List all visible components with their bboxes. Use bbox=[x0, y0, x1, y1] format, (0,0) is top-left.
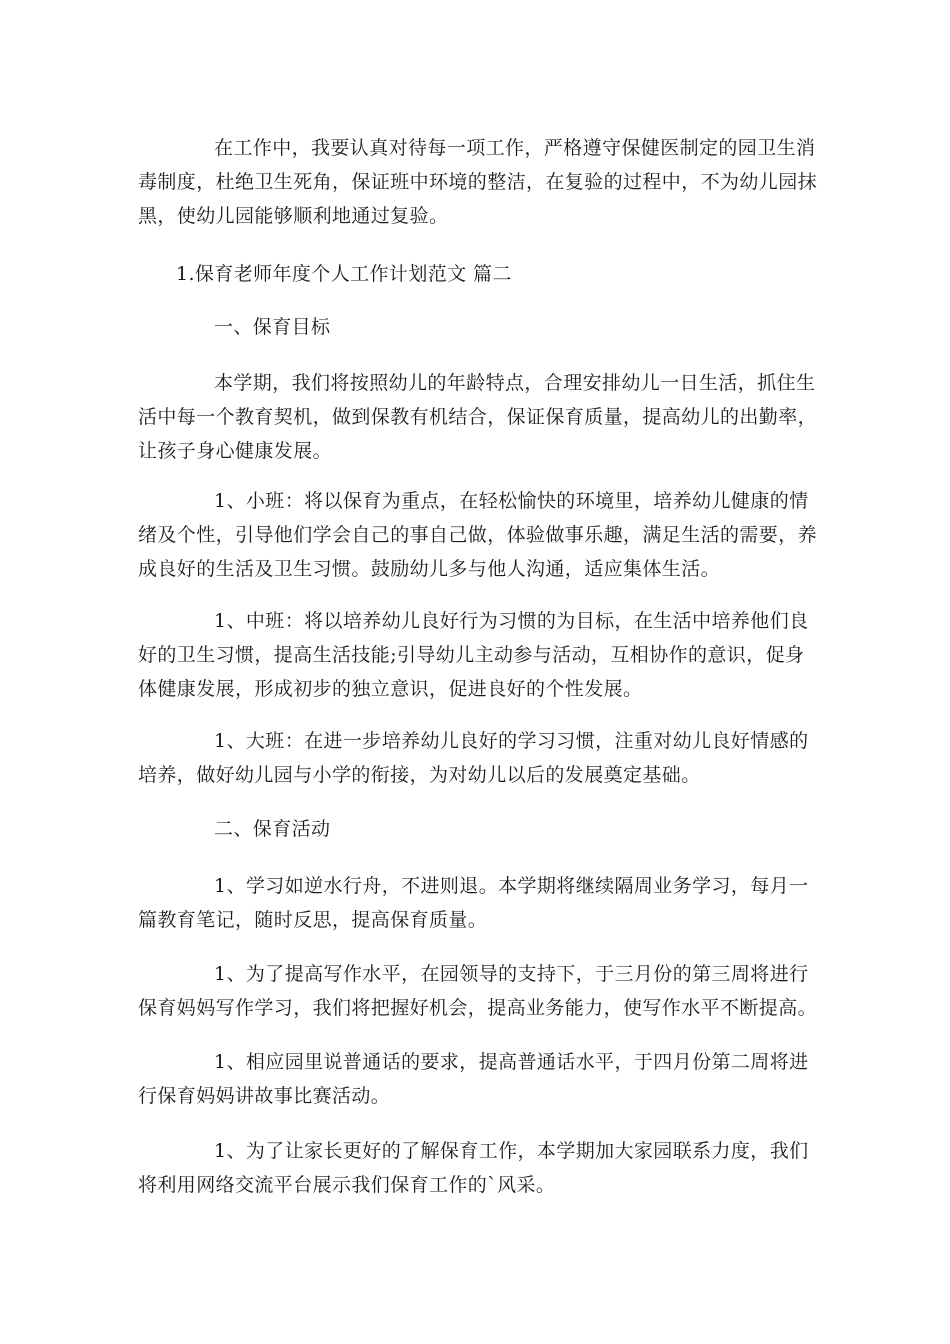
text-line: 保育妈妈写作学习，我们将把握好机会，提高业务能力，使写作水平不断提高。 bbox=[138, 997, 818, 1019]
text-line: 活中每一个教育契机，做到保教有机结合，保证保育质量，提高幼儿的出勤率， bbox=[138, 406, 818, 428]
text-line: 绪及个性，引导他们学会自己的事自己做，体验做事乐趣，满足生活的需要，养 bbox=[138, 524, 818, 546]
text-line: 1、相应园里说普通话的要求，提高普通话水平，于四月份第二周将进 bbox=[214, 1051, 809, 1073]
text-line: 1、小班：将以保育为重点，在轻松愉快的环境里，培养幼儿健康的情 bbox=[214, 490, 809, 512]
paragraph-big-class bbox=[138, 724, 810, 792]
text-line: 1、为了让家长更好的了解保育工作，本学期加大家园联系力度，我们 bbox=[214, 1140, 809, 1162]
heading-line: 一、保育目标 bbox=[214, 316, 331, 338]
title-line: 1.保育老师年度个人工作计划范文 篇二 bbox=[176, 263, 512, 285]
text-line: 篇教育笔记，随时反思，提高保育质量。 bbox=[138, 909, 488, 931]
heading-activities bbox=[138, 812, 810, 846]
section-title bbox=[138, 257, 810, 291]
text-line: 本学期，我们将按照幼儿的年龄特点，合理安排幼儿一日生活，抓住生 bbox=[214, 372, 816, 394]
text-line: 体健康发展，形成初步的独立意识，促进良好的个性发展。 bbox=[138, 678, 643, 700]
text-line: 1、为了提高写作水平，在园领导的支持下，于三月份的第三周将进行 bbox=[214, 963, 809, 985]
text-line: 在工作中，我要认真对待每一项工作，严格遵守保健医制定的园卫生消 bbox=[214, 137, 816, 159]
paragraph-activity-3 bbox=[138, 1045, 810, 1113]
text-line: 毒制度，杜绝卫生死角，保证班中环境的整洁，在复验的过程中，不为幼儿园抹 bbox=[138, 171, 818, 193]
paragraph-intro bbox=[138, 131, 818, 233]
paragraph-activity-2 bbox=[138, 957, 818, 1025]
paragraph-goal bbox=[138, 366, 818, 468]
paragraph-activity-1 bbox=[138, 869, 810, 937]
heading-line: 二、保育活动 bbox=[214, 818, 331, 840]
text-line: 黑，使幼儿园能够顺利地通过复验。 bbox=[138, 205, 449, 227]
heading-goals bbox=[138, 310, 810, 344]
text-line: 行保育妈妈讲故事比赛活动。 bbox=[138, 1085, 391, 1107]
text-line: 1、学习如逆水行舟，不进则退。本学期将继续隔周业务学习，每月一 bbox=[214, 875, 809, 897]
text-line: 培养，做好幼儿园与小学的衔接，为对幼儿以后的发展奠定基础。 bbox=[138, 764, 701, 786]
text-line: 1、中班：将以培养幼儿良好行为习惯的为目标，在生活中培养他们良 bbox=[214, 610, 809, 632]
text-line: 好的卫生习惯，提高生活技能;引导幼儿主动参与活动，互相协作的意识，促身 bbox=[138, 644, 805, 666]
text-line: 将利用网络交流平台展示我们保育工作的`风采。 bbox=[138, 1174, 556, 1196]
paragraph-middle-class bbox=[138, 604, 810, 706]
paragraph-activity-4 bbox=[138, 1134, 810, 1202]
text-line: 成良好的生活及卫生习惯。鼓励幼儿多与他人沟通，适应集体生活。 bbox=[138, 558, 721, 580]
text-line: 1、大班：在进一步培养幼儿良好的学习习惯，注重对幼儿良好情感的 bbox=[214, 730, 809, 752]
text-line: 让孩子身心健康发展。 bbox=[138, 440, 333, 462]
paragraph-small-class bbox=[138, 484, 818, 586]
